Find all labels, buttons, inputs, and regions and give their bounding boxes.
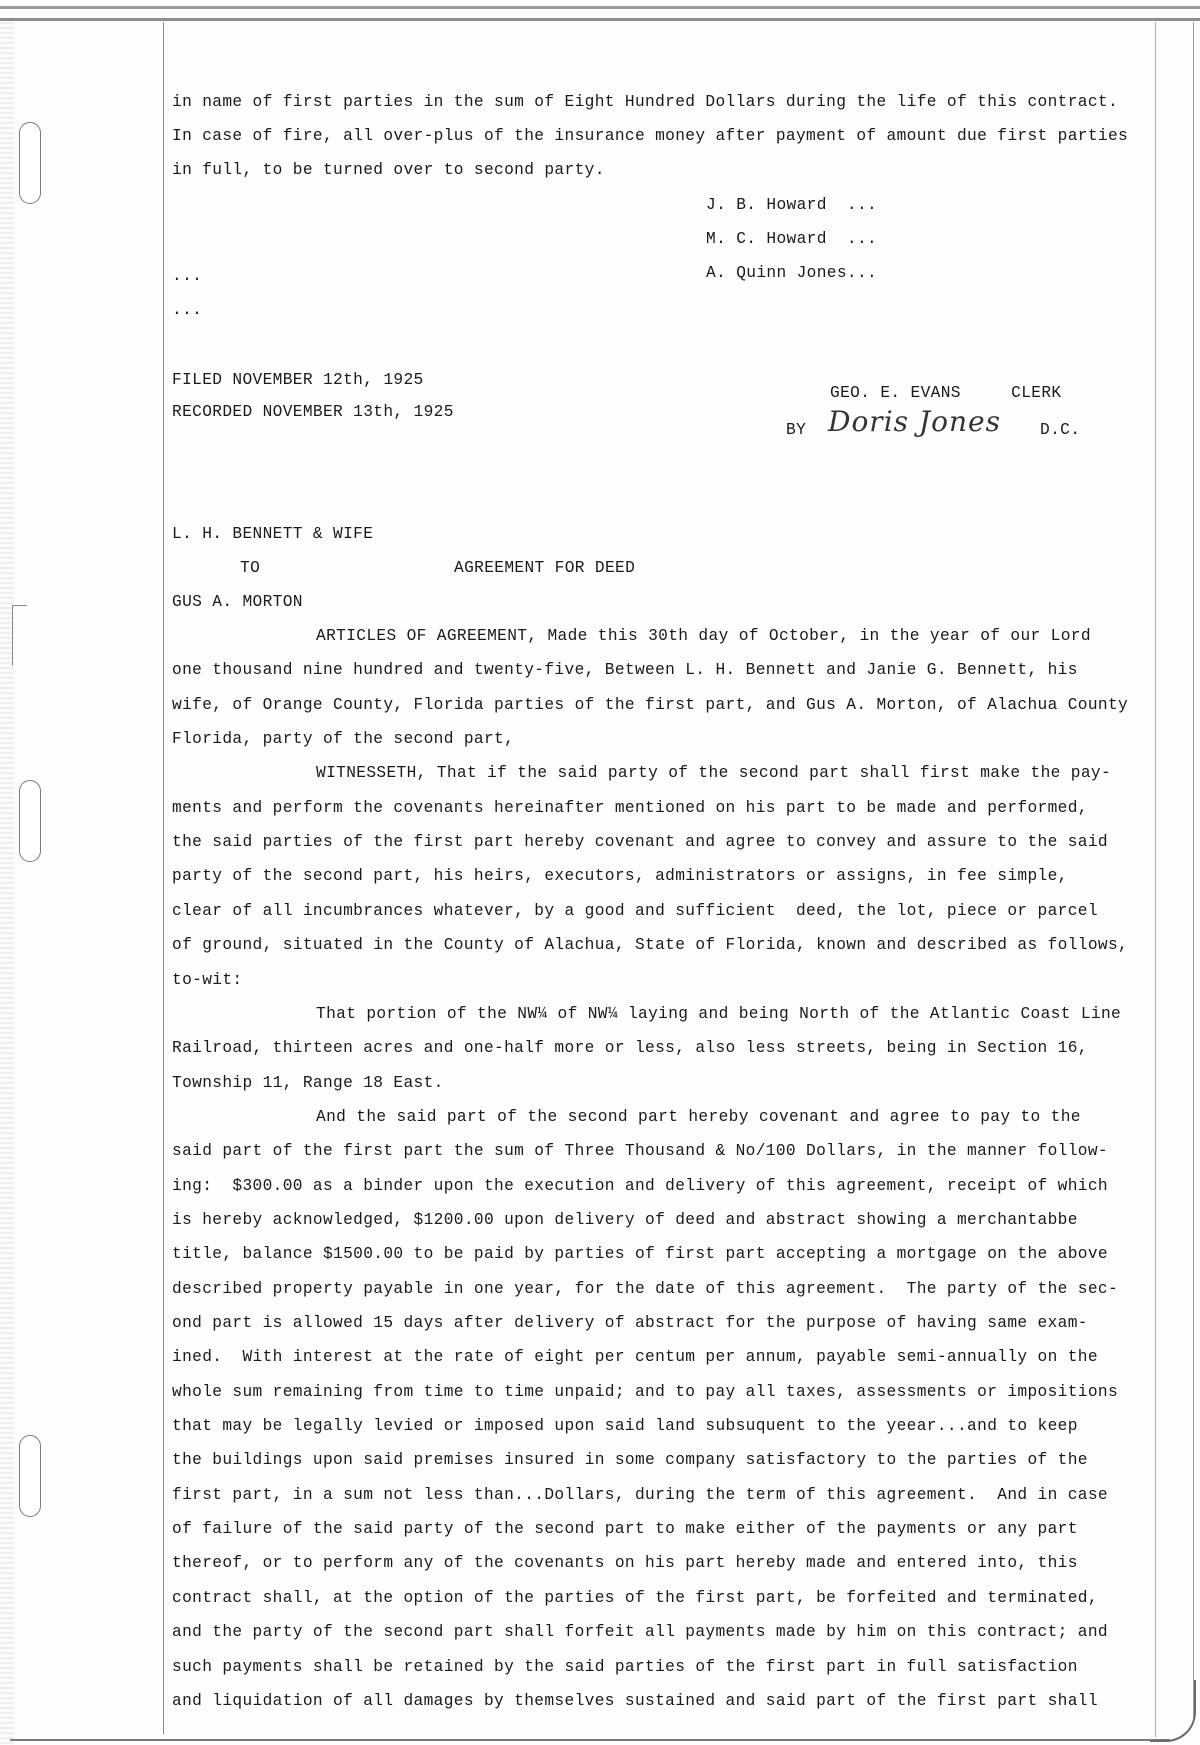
left-margin-rule	[163, 22, 164, 1734]
text-line: in name of first parties in the sum of Eight Hundred Dollars during the life of this contract.	[172, 93, 1119, 111]
body-text-line: the buildings upon said premises insured in some company satisfactory to the parties of the	[172, 1451, 1088, 1470]
body-text-line: and the party of the second part shall forfeit all payments made by him on this contract; and	[172, 1623, 1108, 1642]
document-title: AGREEMENT FOR DEED	[454, 559, 636, 577]
body-text-line: the said parties of the first part hereby covenant and agree to convey and assure to the said	[172, 833, 1108, 852]
seal-ellipsis: ...	[172, 267, 203, 285]
body-text-line: Township 11, Range 18 East.	[172, 1073, 444, 1092]
body-text-line: is hereby acknowledged, $1200.00 upon delivery of deed and abstract showing a merchantabbe	[172, 1210, 1078, 1229]
body-text-line: ined. With interest at the rate of eight per centum per annum, payable semi-annually on the	[172, 1348, 1098, 1367]
body-text-line: clear of all incumbrances whatever, by a good and sufficient deed, the lot, piece or parcel	[172, 901, 1098, 920]
body-text-line: wife, of Orange County, Florida parties of the first part, and Gus A. Morton, of Alachua County	[172, 695, 1129, 714]
body-text-line: such payments shall be retained by the said parties of the first part in full satisfaction	[172, 1657, 1078, 1676]
body-text-line: and liquidation of all damages by themselves sustained and said part of the first part shall	[172, 1691, 1098, 1710]
by-label: BY	[786, 421, 807, 439]
body-text-line: ing: $300.00 as a binder upon the execution and delivery of this agreement, receipt of which	[172, 1176, 1108, 1195]
body-text-line: first part, in a sum not less than...Dollars, during the term of this agreement. And in case	[172, 1485, 1108, 1504]
body-text-line: thereof, or to perform any of the covenants on his part hereby made and entered into, this	[172, 1554, 1078, 1573]
page-edge-shadow	[0, 22, 14, 1745]
binder-hole	[19, 780, 41, 862]
body-text-line: That portion of the NW¼ of NW¼ laying and being North of the Atlantic Coast Line	[316, 1004, 1122, 1023]
body-text-line: of failure of the said party of the second part to make either of the payments or any part	[172, 1520, 1078, 1539]
top-border-rule-inner	[0, 18, 1200, 21]
text-line: in full, to be turned over to second party.	[172, 161, 605, 179]
top-border-rule	[0, 6, 1200, 9]
body-text-line: ARTICLES OF AGREEMENT, Made this 30th day of October, in the year of our Lord	[316, 627, 1091, 645]
right-margin-rule	[1155, 22, 1156, 1737]
body-text-line: Railroad, thirteen acres and one-half more or less, also less streets, being in Section 16,	[172, 1039, 1088, 1058]
signature-line: M. C. Howard ...	[706, 230, 878, 248]
text-line: In case of fire, all over-plus of the insurance money after payment of amount due first parties	[172, 127, 1129, 145]
signature-line: A. Quinn Jones...	[706, 264, 878, 282]
body-text-line: described property payable in one year, for the date of this agreement. The party of the sec-	[172, 1279, 1119, 1298]
page-corner-curl	[1150, 1680, 1196, 1742]
body-text-line: of ground, situated in the County of Alachua, State of Florida, known and described as follows,	[172, 936, 1129, 955]
body-text-line: WITNESSETH, That if the said party of the second part shall first make the pay-	[316, 764, 1112, 783]
filed-date: FILED NOVEMBER 12th, 1925	[172, 371, 424, 389]
body-text-line: whole sum remaining from time to time unpaid; and to pay all taxes, assessments or impositions	[172, 1382, 1119, 1401]
bottom-border-rule	[10, 1739, 1170, 1741]
seal-ellipsis: ...	[172, 301, 203, 319]
body-text-line: one thousand nine hundred and twenty-five, Between L. H. Bennett and Janie G. Bennett, his	[172, 661, 1078, 680]
body-text-line: Florida, party of the second part,	[172, 730, 515, 749]
binder-hole	[19, 1435, 41, 1517]
clerk-name: GEO. E. EVANS CLERK	[830, 384, 1062, 402]
body-text-line: party of the second part, his heirs, executors, administrators or assigns, in fee simple,	[172, 867, 1068, 886]
signature-line: J. B. Howard ...	[706, 196, 878, 214]
deputy-clerk-signature: Doris Jones	[828, 405, 1001, 438]
body-text-line: title, balance $1500.00 to be paid by parties of first part accepting a mortgage on the above	[172, 1245, 1108, 1264]
body-text-line: ond part is allowed 15 days after delivery of abstract for the purpose of having same exam-	[172, 1314, 1088, 1332]
body-text-line: And the said part of the second part hereby covenant and agree to pay to the	[316, 1107, 1081, 1126]
body-text-line: ments and perform the covenants hereinafter mentioned on his part to be made and performed,	[172, 798, 1088, 817]
body-text-line: said part of the first part the sum of Three Thousand & No/100 Dollars, in the manner follow-	[172, 1142, 1108, 1161]
margin-bracket-mark	[12, 605, 27, 666]
grantor-name: L. H. BENNETT & WIFE	[172, 525, 374, 543]
binder-hole	[19, 122, 41, 204]
to-label: TO	[240, 559, 261, 577]
grantee-name: GUS A. MORTON	[172, 593, 303, 611]
recorded-date: RECORDED NOVEMBER 13th, 1925	[172, 403, 454, 421]
body-text-line: contract shall, at the option of the parties of the first part, be forfeited and terminated,	[172, 1588, 1098, 1607]
deputy-clerk-suffix: D.C.	[1040, 421, 1081, 439]
body-text-line: to-wit:	[172, 970, 243, 989]
right-page-edge	[1193, 22, 1194, 1722]
body-text-line: that may be legally levied or imposed upon said land subsuquent to the yeear...and to keep	[172, 1417, 1078, 1436]
